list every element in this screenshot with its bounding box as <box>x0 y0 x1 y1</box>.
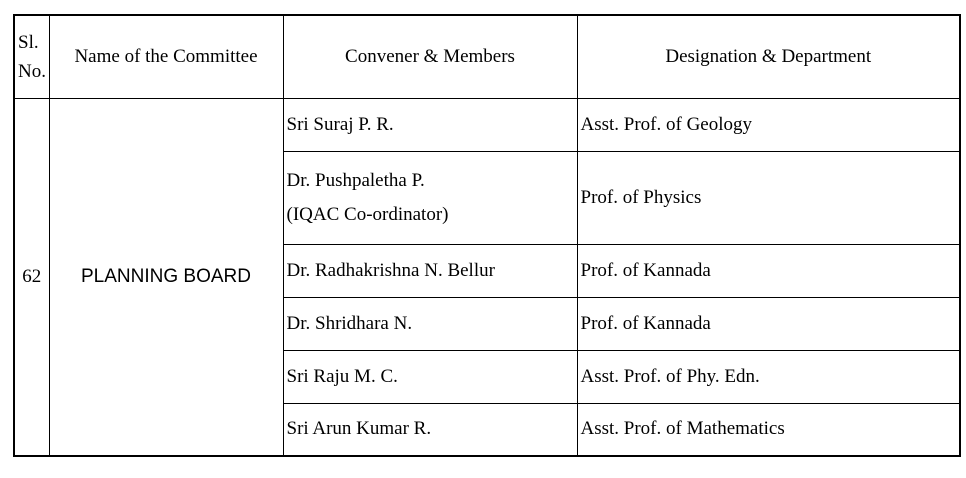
header-sl-line2: No. <box>18 60 46 82</box>
member-cell: Dr. Radhakrishna N. Bellur <box>283 244 577 297</box>
designation-cell: Asst. Prof. of Geology <box>577 98 960 151</box>
header-sl-line1: Sl. <box>18 31 39 53</box>
designation-cell: Asst. Prof. of Mathematics <box>577 403 960 456</box>
member-cell: Sri Suraj P. R. <box>283 98 577 151</box>
committee-name-cell: PLANNING BOARD <box>49 98 283 456</box>
header-sl-no <box>14 15 49 98</box>
committee-table <box>13 14 961 457</box>
header-convener-members: Convener & Members <box>283 15 577 98</box>
member-note: (IQAC Co-ordinator) <box>286 203 449 225</box>
designation-cell: Prof. of Physics <box>577 151 960 244</box>
table-header-row <box>14 15 960 98</box>
member-cell: Dr. Shridhara N. <box>283 297 577 350</box>
table-row <box>14 98 960 151</box>
member-cell: Sri Raju M. C. <box>283 350 577 403</box>
sl-no-cell: 62 <box>14 98 49 456</box>
designation-cell: Prof. of Kannada <box>577 297 960 350</box>
member-name: Dr. Pushpaletha P. <box>286 169 425 191</box>
member-cell <box>283 151 577 244</box>
member-cell: Sri Arun Kumar R. <box>283 403 577 456</box>
header-committee-name: Name of the Committee <box>49 15 283 98</box>
designation-cell: Prof. of Kannada <box>577 244 960 297</box>
header-designation-department: Designation & Department <box>577 15 960 98</box>
designation-cell: Asst. Prof. of Phy. Edn. <box>577 350 960 403</box>
